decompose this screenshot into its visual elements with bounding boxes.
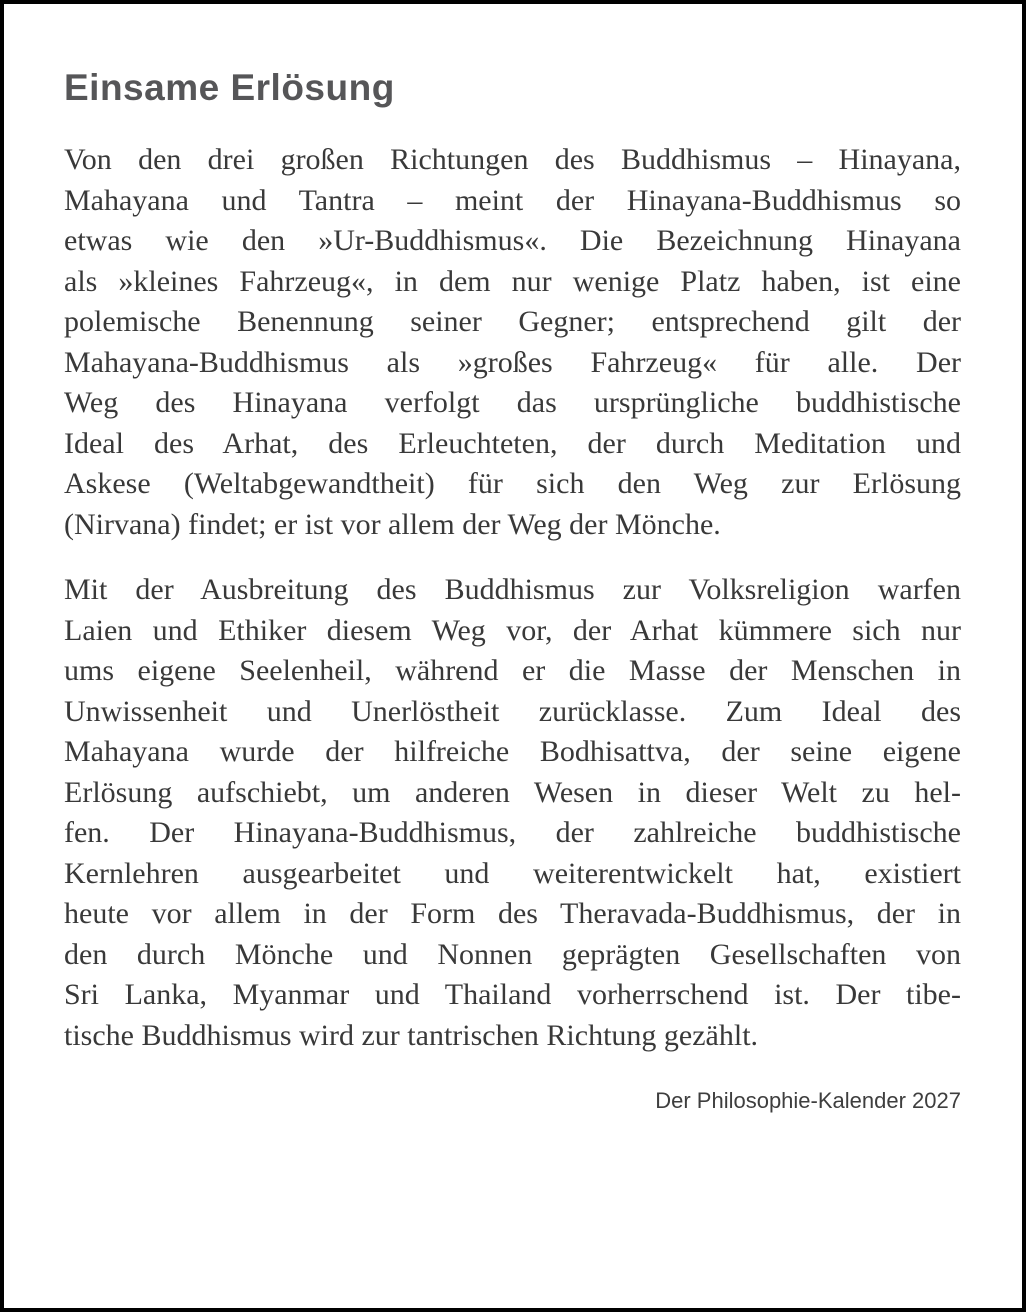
text-line: ums eigene Seelenheil, während er die Masse der Menschen in <box>64 654 961 687</box>
text-line: Unwissenheit und Unerlöstheit zurücklasse. Zum Ideal des <box>64 694 961 728</box>
paragraph-2 <box>64 570 961 1056</box>
text-line: Mahayana wurde der hilfreiche Bodhisattva, der seine eigene <box>64 735 961 768</box>
paragraph-1 <box>64 140 961 545</box>
text-line: Askese (Weltabgewandtheit) für sich den Weg zur Erlösung <box>64 467 961 500</box>
text-line: Ideal des Arhat, des Erleuchteten, der durch Meditation und <box>64 426 961 460</box>
text-line: Mahayana-Buddhismus als »großes Fahrzeug« für alle. Der <box>64 345 961 379</box>
text-line: tische Buddhismus wird zur tantrischen Richtung gezählt. <box>64 1018 759 1052</box>
credit-line: Der Philosophie-Kalender 2027 <box>655 1088 961 1113</box>
text-line: etwas wie den »Ur-Buddhismus«. Die Bezeichnung Hinayana <box>64 224 961 257</box>
text-line: Von den drei großen Richtungen des Buddhismus – Hinayana, <box>64 143 961 176</box>
text-line: polemische Benennung seiner Gegner; entsprechend gilt der <box>64 305 961 338</box>
text-line: den durch Mönche und Nonnen geprägten Gesellschaften von <box>64 937 961 971</box>
text-line: fen. Der Hinayana-Buddhismus, der zahlreiche buddhistische <box>64 816 961 849</box>
text-line: Laien und Ethiker diesem Weg vor, der Arhat kümmere sich nur <box>64 613 961 647</box>
text-line: Weg des Hinayana verfolgt das ursprüngliche buddhistische <box>64 386 961 419</box>
text-line: Sri Lanka, Myanmar und Thailand vorherrschend ist. Der tibe- <box>64 978 961 1011</box>
text-line: Mit der Ausbreitung des Buddhismus zur Volksreligion warfen <box>64 573 961 606</box>
text-line: Kernlehren ausgearbeitet und weiterentwickelt hat, existiert <box>64 856 961 890</box>
text-line: als »kleines Fahrzeug«, in dem nur wenige Platz haben, ist eine <box>64 264 961 298</box>
text-line: (Nirvana) findet; er ist vor allem der Weg der Mönche. <box>64 507 721 541</box>
text-line: Mahayana und Tantra – meint der Hinayana-Buddhismus so <box>64 183 961 217</box>
text-line: heute vor allem in der Form des Theravada-Buddhismus, der in <box>64 897 961 930</box>
page-title: Einsame Erlösung <box>64 67 395 108</box>
text-line: Erlösung aufschiebt, um anderen Wesen in dieser Welt zu hel- <box>64 775 961 809</box>
